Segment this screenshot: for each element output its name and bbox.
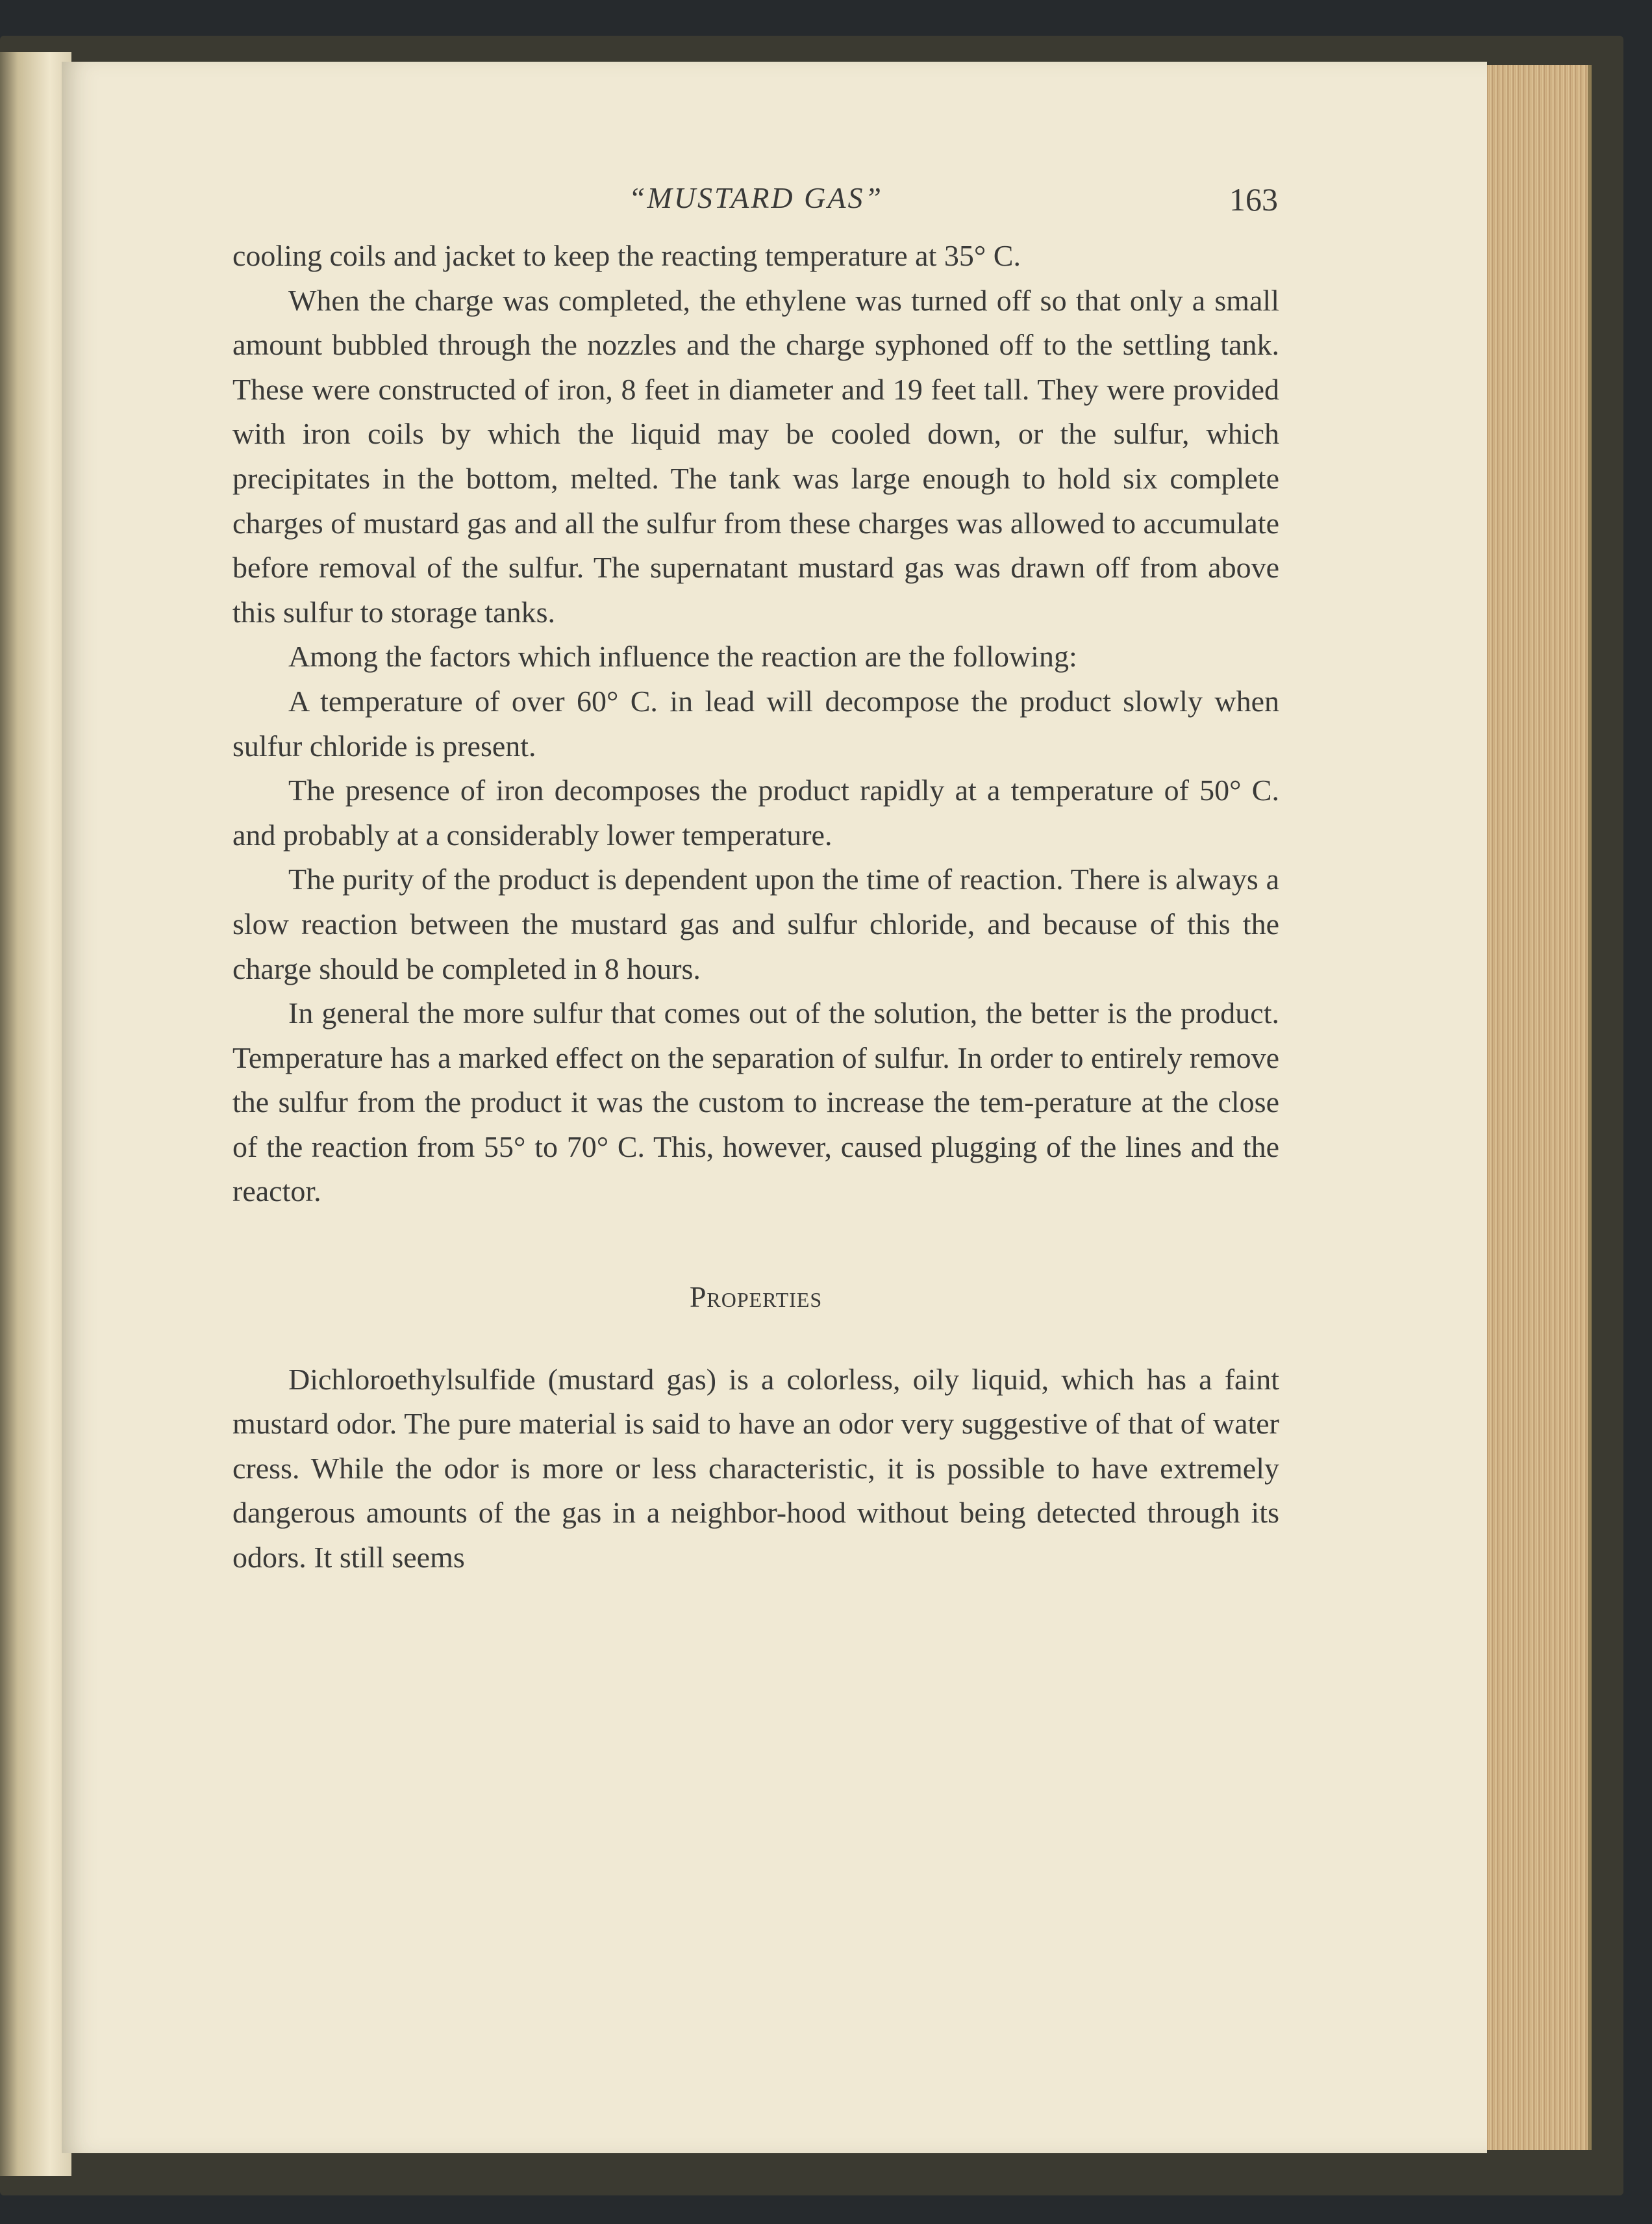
running-head: [234, 181, 1278, 226]
paragraph: Dichloroethylsulfide (mustard gas) is a colorless, oily liquid, which has a faint mustard odor. The pure material is said to have an odor very suggestive of that of water cress. While the odor is more or less characteristic, it is possible to have extremely dangerous amounts of the gas in a neighbor-hood without being detected through its odors. It still seems: [232, 1362, 1279, 1574]
paragraph: Among the factors which influence the reaction are the following:: [288, 640, 1077, 674]
body-text: [232, 234, 1279, 1580]
paragraph: The purity of the product is dependent upon the time of reaction. There is always a slow reaction between the mustard gas and sulfur chloride, and because of this the charge should be completed in 8 hours.: [232, 863, 1279, 985]
paragraph: The presence of iron decomposes the product rapidly at a temperature of 50° C. and probably at a considerably lower temperature.: [232, 774, 1279, 852]
running-title: “MUSTARD GAS”: [628, 181, 884, 214]
paragraph-continued: cooling coils and jacket to keep the reacting temperature at 35° C.: [232, 239, 1021, 272]
paragraph: When the charge was completed, the ethylene was turned off so that only a small amount bubbled through the nozzles and the charge syphoned off to the settling tank. These were constructed of iron, 8 feet in diameter and 19 feet tall. They were provided with iron coils by which the liquid may be cooled down, or the sulfur, which precipitates in the bottom, melted. The tank was large enough to hold six complete charges of mustard gas and all the sulfur from these charges was allowed to accumulate before removal of the sulfur. The supernatant mustard gas was drawn off from above this sulfur to storage tanks.: [232, 283, 1279, 629]
facing-page-edge: [0, 52, 71, 2176]
paragraph: In general the more sulfur that comes out of the solution, the better is the product. Temperature has a marked effect on the separation of sulfur. In order to entirely remove the sulfur from the product it was the custom to increase the tem-perature at the close of the reaction from 55° to 70° C. This, however, caused plugging of the lines and the reactor.: [232, 996, 1279, 1208]
paragraph: A temperature of over 60° C. in lead will decompose the product slowly when sulfur chloride is present.: [232, 684, 1279, 763]
section-heading: Properties: [689, 1280, 823, 1314]
page-number: 163: [1229, 181, 1278, 218]
page-stack-edge: [1484, 65, 1592, 2150]
